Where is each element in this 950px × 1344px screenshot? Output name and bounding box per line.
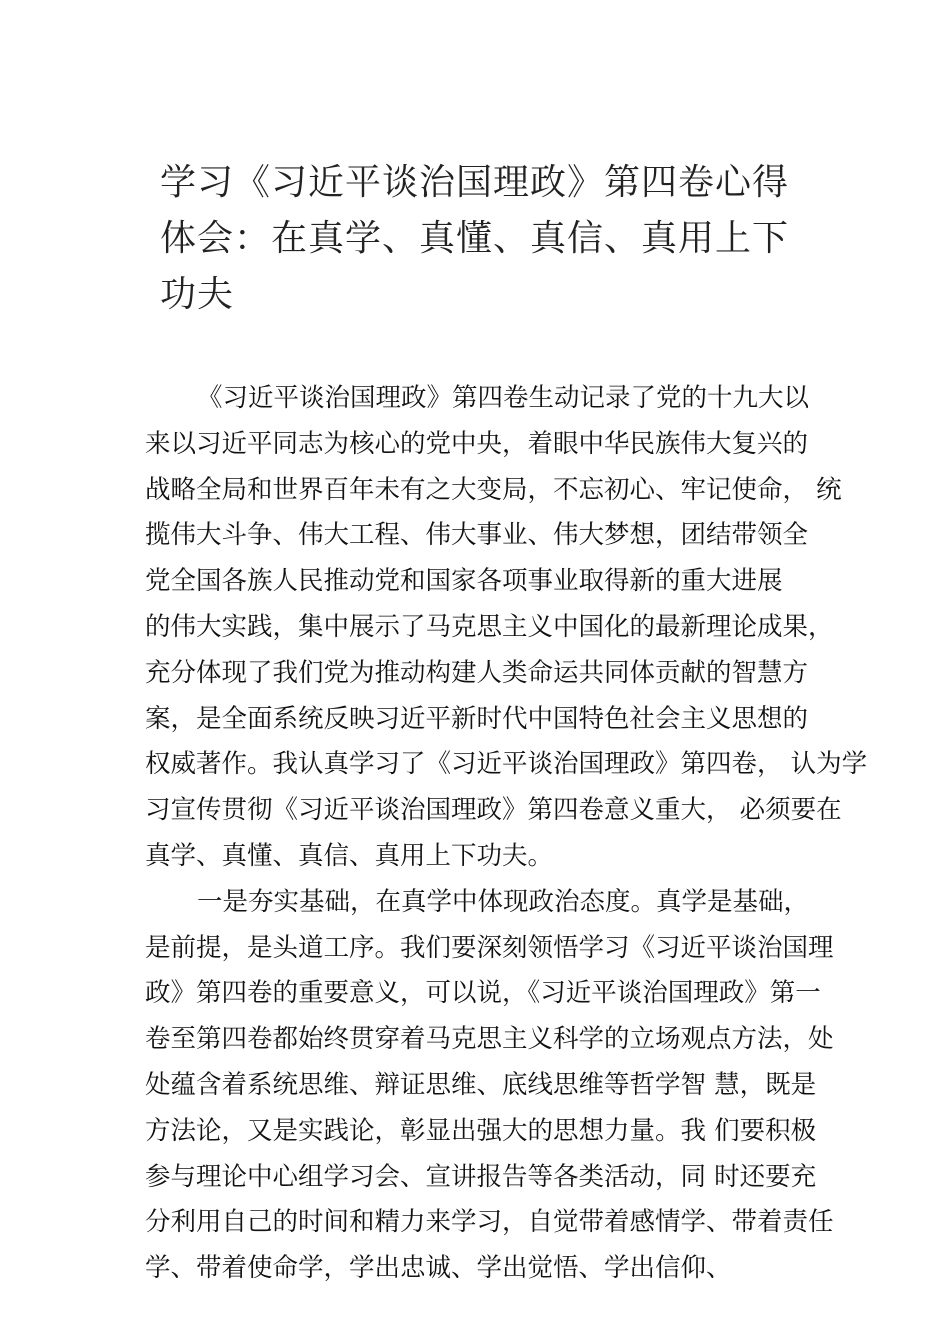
- paragraph-line: 卷至第四卷都始终贯穿着马克思主义科学的立场观点方法，处: [145, 1024, 834, 1055]
- paragraph-line: 案，是全面系统反映习近平新时代中国特色社会主义思想的: [145, 703, 809, 734]
- paragraph-1: [145, 376, 868, 880]
- paragraph-line: 习宣传贯彻《习近平谈治国理政》第四卷意义重大， 必须要在: [145, 795, 842, 826]
- paragraph-line: 党全国各族人民推动党和国家各项事业取得新的重大进展: [145, 566, 783, 597]
- paragraph-2: [145, 880, 840, 1292]
- paragraph-line: 政》第四卷的重要意义，可以说，《习近平谈治国理政》第一: [145, 978, 821, 1009]
- paragraph-line: 权威著作。我认真学习了《习近平谈治国理政》第四卷， 认为学: [145, 749, 868, 780]
- document-body: [145, 376, 868, 1292]
- paragraph-line: 揽伟大斗争、伟大工程、伟大事业、伟大梦想，团结带领全: [145, 520, 809, 551]
- paragraph-line: 一是夯实基础，在真学中体现政治态度。真学是基础，: [197, 886, 810, 917]
- document-title: [160, 155, 800, 323]
- paragraph-line: 《习近平谈治国理政》第四卷生动记录了党的十九大以: [197, 383, 810, 413]
- paragraph-line: 参与理论中心组学习会、宣讲报告等各类活动，同 时还要充: [145, 1161, 817, 1192]
- paragraph-line: 方法论，又是实践论，彰显出强大的思想力量。我 们要积极: [145, 1115, 817, 1146]
- paragraph-line: 真学、真懂、真信、真用上下功夫。: [145, 840, 554, 871]
- paragraph-line: 分利用自己的时间和精力来学习，自觉带着感情学、带着责任: [145, 1207, 834, 1238]
- title-line: 学习《习近平谈治国理政》第四卷心得: [160, 162, 790, 203]
- title-line: 功夫: [160, 274, 235, 315]
- paragraph-line: 来以习近平同志为核心的党中央，着眼中华民族伟大复兴的: [145, 428, 809, 459]
- title-line: 体会：在真学、真懂、真信、真用上下: [160, 218, 790, 259]
- paragraph-line: 充分体现了我们党为推动构建人类命运共同体贡献的智慧方: [145, 657, 809, 688]
- paragraph-line: 是前提，是头道工序。我们要深刻领悟学习《习近平谈治国理: [145, 932, 834, 963]
- paragraph-line: 战略全局和世界百年未有之大变局，不忘初心、牢记使命， 统: [145, 474, 842, 505]
- paragraph-line: 的伟大实践，集中展示了马克思主义中国化的最新理论成果，: [145, 611, 834, 642]
- paragraph-line: 学、带着使命学，学出忠诚、学出觉悟、学出信仰、: [145, 1253, 732, 1284]
- paragraph-line: 处蕴含着系统思维、辩证思维、底线思维等哲学智 慧，既是: [145, 1069, 817, 1100]
